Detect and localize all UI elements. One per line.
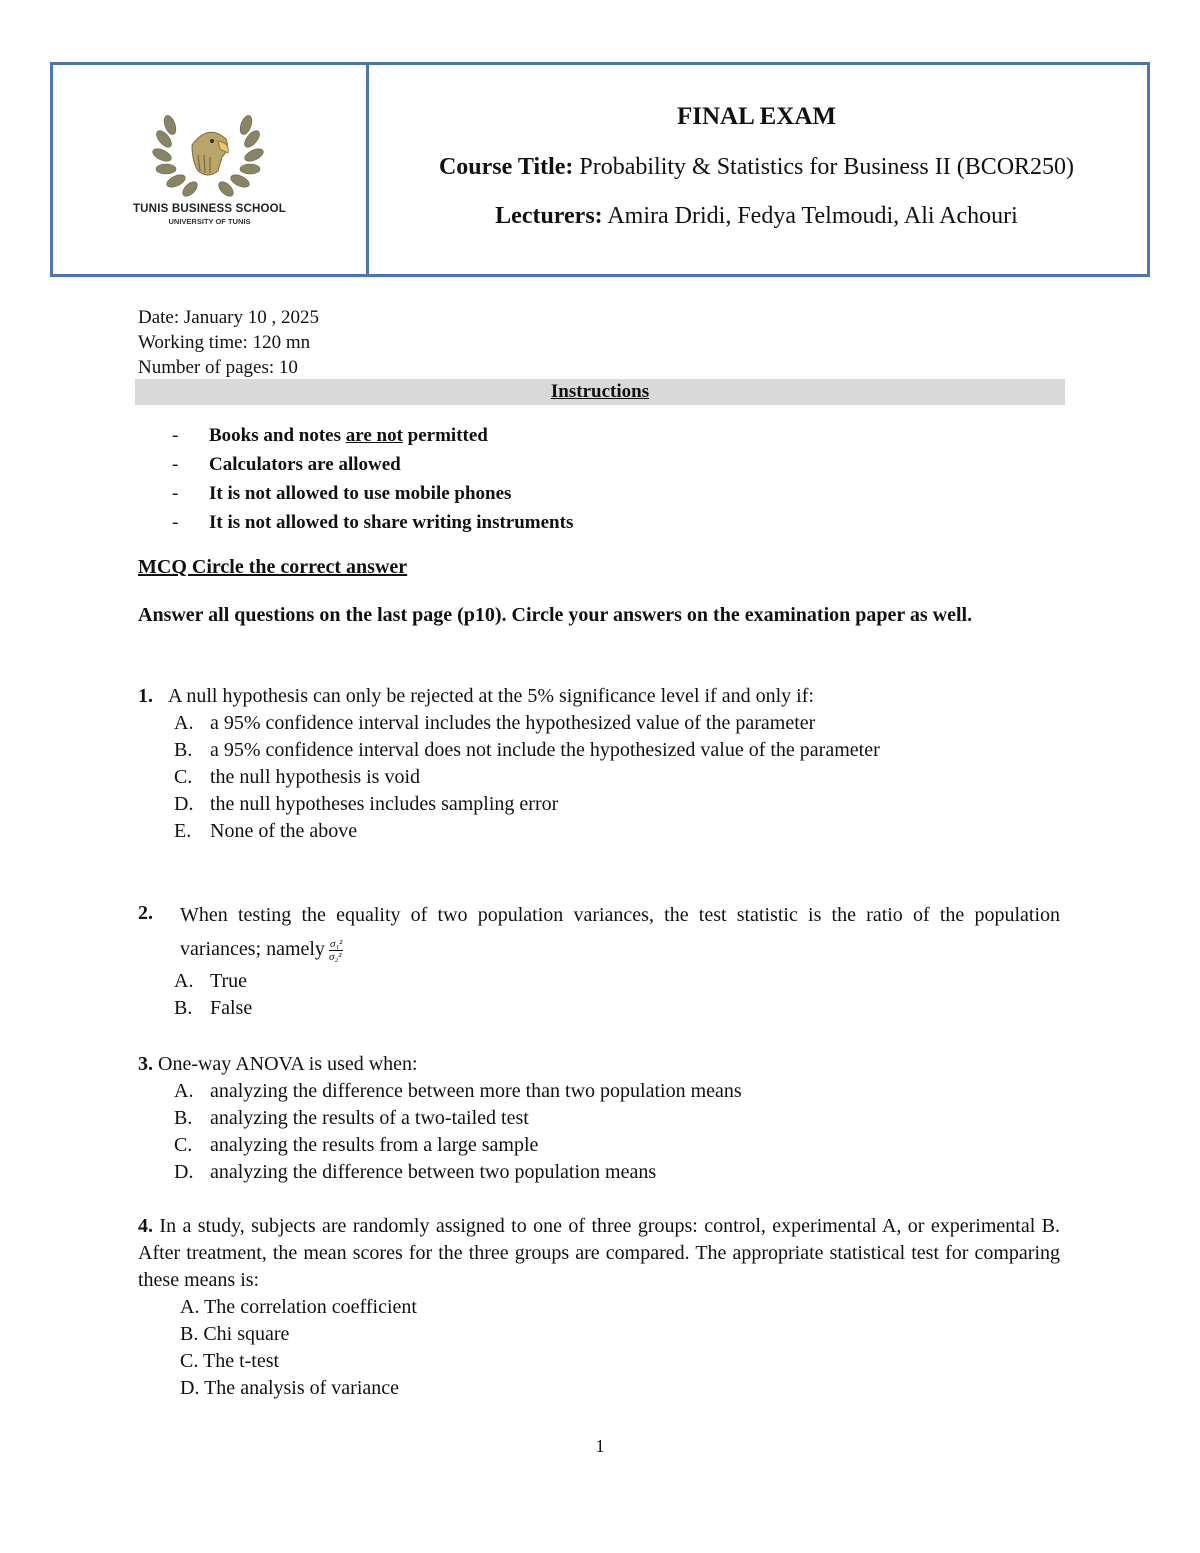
mcq-heading: MCQ Circle the correct answer xyxy=(138,556,408,578)
instruction-item: - It is not allowed to use mobile phones xyxy=(172,483,512,504)
option-d[interactable]: D. analyzing the difference between two population means xyxy=(174,1161,657,1183)
instruction-item: - Books and notes are not permitted xyxy=(172,425,488,446)
exam-date: Date: January 10 , 2025 xyxy=(138,307,319,328)
option-a[interactable]: A. The correlation coefficient xyxy=(180,1296,417,1318)
course-title-value: Probability & Statistics for Business II (BCOR250) xyxy=(573,154,1075,180)
option-c[interactable]: C. analyzing the results from a large sample xyxy=(174,1134,539,1156)
school-subtitle: UNIVERSITY OF TUNIS xyxy=(168,217,251,226)
option-d[interactable]: D. the null hypotheses includes sampling error xyxy=(174,793,559,815)
exam-header xyxy=(50,62,1150,277)
working-time: Working time: 120 mn xyxy=(138,332,311,353)
lecturers-label: Lecturers: xyxy=(495,203,603,229)
lecturers-line xyxy=(366,203,1147,230)
instructions-heading: Instructions xyxy=(135,379,1065,405)
page-number: 1 xyxy=(595,1436,605,1456)
title-cell xyxy=(366,65,1147,274)
option-b[interactable]: B. analyzing the results of a two-tailed test xyxy=(174,1107,529,1129)
page-count: Number of pages: 10 xyxy=(138,357,298,378)
school-logo-cell xyxy=(53,65,369,274)
variance-ratio: $\frac{\text{σ₁²}}{\text{σ₂²}}$ xyxy=(328,937,343,963)
course-title-label: Course Title: xyxy=(438,154,574,180)
question-stem: 1. A null hypothesis can only be rejected at the 5% significance level if and only if: xyxy=(138,685,814,707)
question-2 xyxy=(138,898,1060,1022)
question-stem: 2. When testing the equality of two population variances, the test statistic is the ratio of the population variances; namely $\frac{\text{σ₁²}}{\text{σ₂²}}$ xyxy=(138,902,1060,963)
option-c[interactable]: C. the null hypothesis is void xyxy=(174,766,420,788)
instruction-item: - It is not allowed to share writing instruments xyxy=(172,512,574,533)
option-b[interactable]: B. Chi square xyxy=(180,1323,290,1345)
question-4 xyxy=(138,1213,1060,1402)
exam-title: FINAL EXAM xyxy=(676,103,837,130)
option-c[interactable]: C. The t-test xyxy=(180,1350,280,1372)
answer-note: Answer all questions on the last page (p10). Circle your answers on the examination paper as well. xyxy=(138,604,973,626)
lecturers-value: Amira Dridi, Fedya Telmoudi, Ali Achouri xyxy=(602,203,1018,229)
instruction-item: - Calculators are allowed xyxy=(172,454,401,475)
option-d[interactable]: D. The analysis of variance xyxy=(180,1377,400,1399)
course-title-line xyxy=(366,154,1147,181)
option-a[interactable]: A. a 95% confidence interval includes the hypothesized value of the parameter xyxy=(174,712,816,734)
option-b[interactable]: B. a 95% confidence interval does not include the hypothesized value of the parameter xyxy=(174,739,880,761)
option-b[interactable]: B. False xyxy=(174,997,253,1019)
question-3 xyxy=(138,1051,742,1186)
option-a[interactable]: A. True xyxy=(174,970,248,992)
school-name: TUNIS BUSINESS SCHOOL xyxy=(132,203,287,215)
instructions-list xyxy=(172,421,573,537)
question-stem: 3. One-way ANOVA is used when: xyxy=(138,1053,418,1075)
question-stem: 4. In a study, subjects are randomly assigned to one of three groups: control, experimental A, or experimental B. After treatment, the mean scores for the three groups are compared. The appropriate statistical test for comparing these means is: xyxy=(138,1215,1061,1291)
question-1 xyxy=(138,683,880,845)
option-e[interactable]: E. None of the above xyxy=(174,820,358,842)
exam-meta xyxy=(138,305,319,380)
option-a[interactable]: A. analyzing the difference between more than two population means xyxy=(174,1080,742,1102)
school-logo xyxy=(148,105,268,205)
